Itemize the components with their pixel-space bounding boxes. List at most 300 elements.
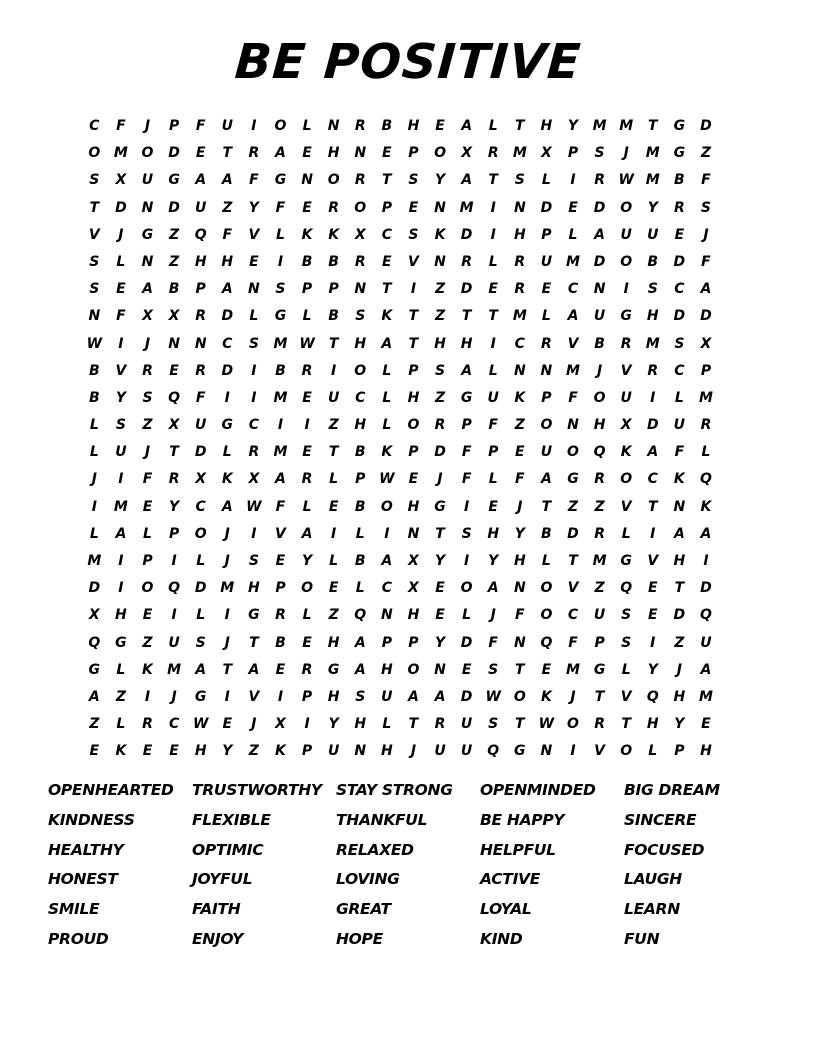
grid-letter[interactable]: L	[89, 444, 99, 461]
grid-letter[interactable]: A	[487, 580, 499, 597]
grid-letter[interactable]: E	[515, 444, 525, 461]
grid-letter[interactable]: M	[592, 553, 607, 569]
grid-letter[interactable]: M	[273, 335, 288, 352]
grid-letter[interactable]: H	[221, 253, 234, 270]
grid-letter[interactable]: L	[302, 607, 312, 624]
grid-letter[interactable]: K	[275, 743, 286, 760]
grid-letter[interactable]: T	[461, 308, 472, 325]
grid-letter[interactable]: I	[91, 498, 97, 515]
grid-letter[interactable]: Q	[88, 634, 101, 651]
grid-letter[interactable]: L	[541, 172, 551, 189]
grid-letter[interactable]: X	[168, 308, 180, 325]
grid-letter[interactable]: T	[89, 199, 100, 216]
grid-letter[interactable]: S	[434, 362, 446, 379]
grid-letter[interactable]: J	[410, 743, 417, 760]
grid-letter[interactable]: E	[328, 580, 339, 597]
grid-letter[interactable]: E	[408, 199, 419, 216]
grid-letter[interactable]: X	[540, 145, 552, 162]
grid-letter[interactable]: X	[142, 308, 153, 325]
grid-letter[interactable]: H	[434, 335, 446, 352]
grid-letter[interactable]: P	[195, 281, 206, 298]
grid-letter[interactable]: Z	[248, 743, 259, 760]
grid-letter[interactable]: A	[540, 471, 552, 488]
grid-letter[interactable]: E	[541, 661, 552, 678]
grid-letter[interactable]: Y	[434, 553, 446, 569]
grid-letter[interactable]: R	[275, 607, 286, 624]
grid-letter[interactable]: D	[593, 199, 606, 216]
grid-letter[interactable]: G	[88, 661, 101, 678]
grid-letter[interactable]: H	[248, 580, 260, 597]
grid-letter[interactable]: N	[673, 498, 686, 515]
grid-letter[interactable]: X	[461, 145, 472, 162]
grid-letter[interactable]: Z	[434, 389, 446, 406]
grid-letter[interactable]: I	[251, 525, 257, 542]
grid-letter[interactable]: N	[327, 118, 340, 134]
grid-letter[interactable]: F	[515, 607, 525, 624]
grid-letter[interactable]: E	[302, 199, 312, 216]
grid-letter[interactable]: A	[354, 634, 366, 651]
grid-letter[interactable]: Y	[674, 716, 685, 733]
grid-letter[interactable]: H	[354, 335, 367, 352]
grid-letter[interactable]: I	[331, 362, 337, 379]
grid-letter[interactable]: Y	[434, 634, 446, 651]
grid-letter[interactable]: U	[540, 444, 553, 461]
grid-letter[interactable]: D	[700, 308, 712, 325]
grid-letter[interactable]: B	[354, 444, 366, 461]
grid-letter[interactable]: P	[408, 362, 419, 379]
grid-letter[interactable]: H	[327, 145, 340, 162]
grid-letter[interactable]: X	[408, 580, 419, 597]
grid-letter[interactable]: M	[273, 444, 288, 461]
grid-letter[interactable]: L	[621, 661, 631, 678]
grid-letter[interactable]: A	[221, 172, 233, 189]
grid-letter[interactable]: E	[275, 661, 286, 678]
grid-letter[interactable]: C	[674, 281, 685, 298]
grid-letter[interactable]: D	[194, 444, 207, 461]
grid-letter[interactable]: S	[355, 688, 366, 705]
grid-letter[interactable]: O	[354, 362, 367, 379]
grid-letter[interactable]: L	[222, 444, 232, 461]
grid-letter[interactable]: U	[194, 199, 207, 216]
grid-letter[interactable]: L	[329, 471, 339, 488]
grid-letter[interactable]: B	[275, 634, 286, 651]
grid-letter[interactable]: U	[460, 716, 473, 733]
grid-letter[interactable]: H	[194, 743, 207, 760]
grid-letter[interactable]: O	[540, 580, 553, 597]
grid-letter[interactable]: R	[594, 471, 605, 488]
grid-letter[interactable]: C	[647, 471, 658, 488]
grid-letter[interactable]: C	[381, 580, 392, 597]
grid-letter[interactable]: G	[248, 607, 260, 624]
grid-letter[interactable]: J	[144, 444, 151, 461]
grid-letter[interactable]: Z	[115, 688, 126, 705]
grid-letter[interactable]: N	[407, 525, 420, 542]
grid-letter[interactable]: R	[248, 145, 260, 162]
grid-letter[interactable]: R	[620, 335, 632, 352]
grid-letter[interactable]: M	[113, 498, 128, 515]
grid-letter[interactable]: L	[541, 553, 551, 569]
grid-letter[interactable]: E	[222, 716, 233, 733]
grid-letter[interactable]: D	[88, 580, 101, 597]
grid-letter[interactable]: J	[596, 362, 603, 379]
grid-letter[interactable]: K	[142, 661, 153, 678]
grid-letter[interactable]: Y	[222, 743, 233, 760]
grid-letter[interactable]: P	[594, 634, 605, 651]
grid-letter[interactable]: T	[488, 308, 498, 325]
grid-letter[interactable]: X	[195, 471, 207, 488]
grid-letter[interactable]: S	[647, 281, 658, 298]
grid-letter[interactable]: Z	[169, 226, 180, 243]
grid-letter[interactable]: U	[620, 226, 632, 243]
grid-letter[interactable]: R	[354, 118, 366, 134]
grid-letter[interactable]: Y	[514, 525, 525, 542]
grid-letter[interactable]: T	[408, 335, 419, 352]
grid-letter[interactable]: R	[647, 362, 659, 379]
grid-letter[interactable]: J	[437, 471, 443, 488]
grid-letter[interactable]: I	[118, 580, 124, 597]
grid-letter[interactable]: O	[141, 145, 154, 162]
grid-letter[interactable]: P	[381, 634, 392, 651]
grid-letter[interactable]: H	[407, 118, 420, 134]
grid-letter[interactable]: G	[327, 661, 340, 678]
grid-letter[interactable]: Y	[115, 389, 126, 406]
grid-letter[interactable]: S	[248, 335, 259, 352]
grid-letter[interactable]: N	[141, 199, 154, 216]
grid-letter[interactable]: A	[275, 145, 286, 162]
grid-letter[interactable]: D	[673, 308, 686, 325]
grid-letter[interactable]: F	[195, 118, 206, 134]
grid-letter[interactable]: I	[171, 607, 177, 624]
grid-letter[interactable]: P	[328, 281, 339, 298]
grid-letter[interactable]: V	[88, 226, 100, 243]
grid-letter[interactable]: Z	[674, 634, 685, 651]
grid-letter[interactable]: E	[302, 444, 312, 461]
grid-letter[interactable]: P	[408, 444, 419, 461]
grid-letter[interactable]: B	[541, 525, 552, 542]
grid-letter[interactable]: H	[513, 553, 526, 569]
grid-letter[interactable]: D	[115, 199, 127, 216]
grid-letter[interactable]: O	[301, 580, 313, 597]
grid-letter[interactable]: F	[116, 118, 126, 134]
grid-letter[interactable]: F	[488, 634, 498, 651]
grid-letter[interactable]: D	[221, 362, 234, 379]
grid-letter[interactable]: R	[461, 253, 472, 270]
grid-letter[interactable]: N	[513, 580, 526, 597]
grid-letter[interactable]: D	[593, 253, 606, 270]
grid-letter[interactable]: A	[408, 688, 419, 705]
grid-letter[interactable]: Z	[434, 281, 446, 298]
grid-letter[interactable]: T	[249, 634, 259, 651]
grid-letter[interactable]: R	[301, 471, 313, 488]
grid-letter[interactable]: F	[142, 471, 153, 488]
grid-letter[interactable]: J	[570, 688, 576, 705]
grid-letter[interactable]: J	[623, 145, 629, 162]
grid-letter[interactable]: O	[460, 580, 473, 597]
grid-letter[interactable]: D	[168, 145, 180, 162]
grid-letter[interactable]: M	[459, 199, 474, 216]
grid-letter[interactable]: Q	[620, 580, 633, 597]
grid-letter[interactable]: G	[673, 145, 686, 162]
grid-letter[interactable]: I	[251, 362, 257, 379]
grid-letter[interactable]: E	[302, 389, 312, 406]
grid-letter[interactable]: A	[354, 661, 366, 678]
grid-letter[interactable]: U	[115, 444, 127, 461]
grid-letter[interactable]: H	[327, 634, 340, 651]
grid-letter[interactable]: T	[568, 553, 578, 569]
grid-letter[interactable]: V	[594, 743, 605, 760]
grid-letter[interactable]: J	[144, 118, 151, 134]
grid-letter[interactable]: W	[246, 498, 262, 515]
grid-letter[interactable]: F	[461, 471, 472, 488]
grid-letter[interactable]: B	[168, 281, 180, 298]
grid-letter[interactable]: K	[434, 226, 446, 243]
grid-letter[interactable]: E	[701, 716, 711, 733]
grid-letter[interactable]: T	[647, 118, 658, 134]
grid-letter[interactable]: S	[461, 525, 472, 542]
grid-letter[interactable]: G	[620, 553, 632, 569]
grid-letter[interactable]: N	[248, 281, 260, 298]
grid-letter[interactable]: B	[647, 253, 659, 270]
grid-letter[interactable]: D	[673, 607, 686, 624]
grid-letter[interactable]: T	[222, 145, 233, 162]
grid-letter[interactable]: N	[540, 743, 553, 760]
grid-letter[interactable]: L	[462, 607, 472, 624]
grid-letter[interactable]: R	[594, 525, 605, 542]
grid-letter[interactable]: Z	[594, 580, 605, 597]
grid-letter[interactable]: G	[514, 743, 526, 760]
grid-letter[interactable]: R	[328, 199, 340, 216]
grid-letter[interactable]: J	[144, 335, 151, 352]
grid-letter[interactable]: E	[488, 281, 498, 298]
grid-letter[interactable]: F	[515, 471, 525, 488]
grid-letter[interactable]: Y	[434, 172, 446, 189]
grid-letter[interactable]: R	[195, 362, 207, 379]
grid-letter[interactable]: B	[354, 553, 366, 569]
grid-letter[interactable]: T	[435, 525, 445, 542]
grid-letter[interactable]: O	[620, 253, 633, 270]
grid-letter[interactable]: G	[115, 634, 127, 651]
grid-letter[interactable]: F	[568, 389, 578, 406]
grid-letter[interactable]: N	[380, 607, 393, 624]
grid-letter[interactable]: V	[620, 362, 632, 379]
grid-letter[interactable]: I	[650, 525, 656, 542]
grid-letter[interactable]: S	[621, 607, 632, 624]
grid-letter[interactable]: E	[568, 199, 578, 216]
grid-letter[interactable]: D	[700, 118, 712, 134]
grid-letter[interactable]: E	[488, 498, 498, 515]
grid-letter[interactable]: R	[541, 335, 552, 352]
grid-letter[interactable]: U	[327, 743, 340, 760]
grid-letter[interactable]: S	[621, 634, 632, 651]
grid-letter[interactable]: R	[142, 716, 153, 733]
grid-letter[interactable]: F	[568, 634, 578, 651]
grid-letter[interactable]: L	[329, 553, 339, 569]
grid-letter[interactable]: D	[673, 253, 686, 270]
grid-letter[interactable]: V	[275, 525, 286, 542]
grid-letter[interactable]: I	[650, 634, 656, 651]
grid-letter[interactable]: H	[700, 743, 712, 760]
grid-letter[interactable]: Y	[328, 716, 339, 733]
grid-letter[interactable]: I	[118, 335, 124, 352]
grid-letter[interactable]: W	[538, 716, 555, 733]
grid-letter[interactable]: B	[354, 498, 366, 515]
grid-letter[interactable]: T	[169, 444, 179, 461]
grid-letter[interactable]: M	[167, 661, 182, 678]
grid-letter[interactable]: Z	[700, 145, 712, 162]
grid-letter[interactable]: T	[515, 716, 525, 733]
grid-letter[interactable]: I	[224, 607, 230, 624]
grid-letter[interactable]: P	[301, 743, 313, 760]
grid-letter[interactable]: N	[168, 335, 180, 352]
grid-letter[interactable]: K	[540, 688, 552, 705]
grid-letter[interactable]: U	[434, 743, 446, 760]
grid-letter[interactable]: V	[567, 580, 579, 597]
grid-letter[interactable]: F	[195, 389, 206, 406]
grid-letter[interactable]: W	[379, 471, 395, 488]
grid-letter[interactable]: P	[674, 743, 685, 760]
grid-letter[interactable]: G	[168, 172, 180, 189]
grid-letter[interactable]: S	[89, 253, 100, 270]
grid-letter[interactable]: L	[116, 716, 126, 733]
grid-letter[interactable]: X	[168, 417, 180, 434]
grid-letter[interactable]: A	[381, 553, 393, 569]
grid-letter[interactable]: G	[593, 661, 606, 678]
grid-letter[interactable]: U	[647, 226, 659, 243]
grid-letter[interactable]: P	[408, 634, 419, 651]
grid-letter[interactable]: N	[540, 362, 553, 379]
grid-letter[interactable]: D	[460, 281, 473, 298]
grid-letter[interactable]: Y	[488, 553, 499, 569]
grid-letter[interactable]: H	[646, 716, 659, 733]
grid-letter[interactable]: U	[381, 688, 393, 705]
grid-letter[interactable]: T	[515, 661, 525, 678]
grid-letter[interactable]: Y	[301, 553, 313, 569]
grid-letter[interactable]: N	[301, 172, 313, 189]
grid-letter[interactable]: R	[434, 716, 446, 733]
grid-letter[interactable]: H	[115, 607, 127, 624]
grid-letter[interactable]: S	[514, 172, 525, 189]
grid-letter[interactable]: L	[355, 525, 365, 542]
grid-letter[interactable]: T	[541, 498, 552, 515]
grid-letter[interactable]: L	[382, 362, 392, 379]
grid-letter[interactable]: H	[327, 688, 340, 705]
grid-letter[interactable]: G	[620, 308, 632, 325]
grid-letter[interactable]: M	[566, 661, 580, 678]
grid-letter[interactable]: H	[407, 389, 420, 406]
grid-letter[interactable]: M	[566, 362, 580, 379]
grid-letter[interactable]: Q	[593, 444, 606, 461]
grid-letter[interactable]: Y	[567, 118, 579, 134]
grid-letter[interactable]: E	[674, 226, 685, 243]
grid-letter[interactable]: I	[304, 417, 310, 434]
grid-letter[interactable]: X	[408, 553, 419, 569]
grid-letter[interactable]: N	[88, 308, 101, 325]
grid-letter[interactable]: H	[354, 417, 367, 434]
grid-letter[interactable]: Q	[354, 607, 367, 624]
grid-letter[interactable]: M	[220, 580, 235, 597]
grid-letter[interactable]: J	[251, 716, 257, 733]
grid-letter[interactable]: R	[594, 172, 605, 189]
grid-letter[interactable]: U	[700, 634, 712, 651]
grid-letter[interactable]: J	[91, 471, 97, 488]
grid-letter[interactable]: R	[248, 444, 260, 461]
grid-letter[interactable]: O	[567, 444, 579, 461]
grid-letter[interactable]: D	[460, 634, 473, 651]
grid-letter[interactable]: P	[567, 145, 579, 162]
grid-letter[interactable]: G	[221, 417, 234, 434]
grid-letter[interactable]: H	[673, 553, 686, 569]
grid-letter[interactable]: I	[277, 688, 284, 705]
grid-letter[interactable]: A	[434, 688, 446, 705]
grid-letter[interactable]: E	[382, 253, 392, 270]
grid-letter[interactable]: G	[274, 308, 287, 325]
grid-letter[interactable]: K	[221, 471, 233, 488]
grid-letter[interactable]: M	[512, 308, 527, 325]
grid-letter[interactable]: L	[116, 661, 126, 678]
grid-letter[interactable]: U	[593, 308, 606, 325]
grid-letter[interactable]: E	[142, 607, 153, 624]
grid-letter[interactable]: M	[698, 688, 713, 705]
grid-letter[interactable]: S	[488, 661, 499, 678]
grid-letter[interactable]: L	[382, 389, 392, 406]
grid-letter[interactable]: S	[700, 199, 711, 216]
grid-letter[interactable]: I	[118, 471, 124, 488]
grid-letter[interactable]: B	[88, 362, 100, 379]
grid-letter[interactable]: L	[701, 444, 711, 461]
grid-letter[interactable]: A	[88, 688, 100, 705]
grid-letter[interactable]: B	[275, 362, 286, 379]
grid-letter[interactable]: C	[567, 281, 579, 298]
grid-letter[interactable]: A	[221, 498, 233, 515]
grid-letter[interactable]: H	[673, 688, 686, 705]
grid-letter[interactable]: U	[221, 118, 233, 134]
grid-letter[interactable]: K	[673, 471, 685, 488]
grid-letter[interactable]: K	[700, 498, 712, 515]
grid-letter[interactable]: S	[89, 172, 100, 189]
grid-letter[interactable]: Z	[169, 253, 180, 270]
grid-letter[interactable]: E	[408, 471, 419, 488]
grid-letter[interactable]: P	[408, 145, 419, 162]
grid-letter[interactable]: E	[169, 743, 179, 760]
grid-letter[interactable]: F	[275, 199, 286, 216]
grid-letter[interactable]: H	[540, 118, 553, 134]
grid-letter[interactable]: Y	[248, 199, 259, 216]
grid-letter[interactable]: O	[593, 389, 606, 406]
grid-letter[interactable]: T	[515, 118, 525, 134]
grid-letter[interactable]: F	[701, 253, 711, 270]
grid-letter[interactable]: U	[168, 634, 180, 651]
grid-letter[interactable]: U	[327, 389, 340, 406]
grid-letter[interactable]: P	[168, 525, 180, 542]
grid-letter[interactable]: E	[275, 553, 286, 569]
grid-letter[interactable]: S	[674, 335, 685, 352]
grid-letter[interactable]: P	[541, 389, 552, 406]
grid-letter[interactable]: I	[118, 553, 124, 569]
grid-letter[interactable]: Q	[700, 607, 712, 624]
grid-letter[interactable]: G	[141, 226, 154, 243]
grid-letter[interactable]: W	[86, 335, 103, 352]
grid-letter[interactable]: H	[407, 498, 420, 515]
grid-letter[interactable]: R	[434, 417, 446, 434]
grid-letter[interactable]: J	[171, 688, 177, 705]
grid-letter[interactable]: Z	[142, 634, 153, 651]
grid-letter[interactable]: S	[248, 553, 259, 569]
grid-letter[interactable]: Q	[540, 634, 553, 651]
grid-letter[interactable]: B	[328, 253, 339, 270]
grid-letter[interactable]: F	[249, 172, 259, 189]
grid-letter[interactable]: I	[251, 118, 257, 134]
grid-letter[interactable]: T	[408, 308, 419, 325]
